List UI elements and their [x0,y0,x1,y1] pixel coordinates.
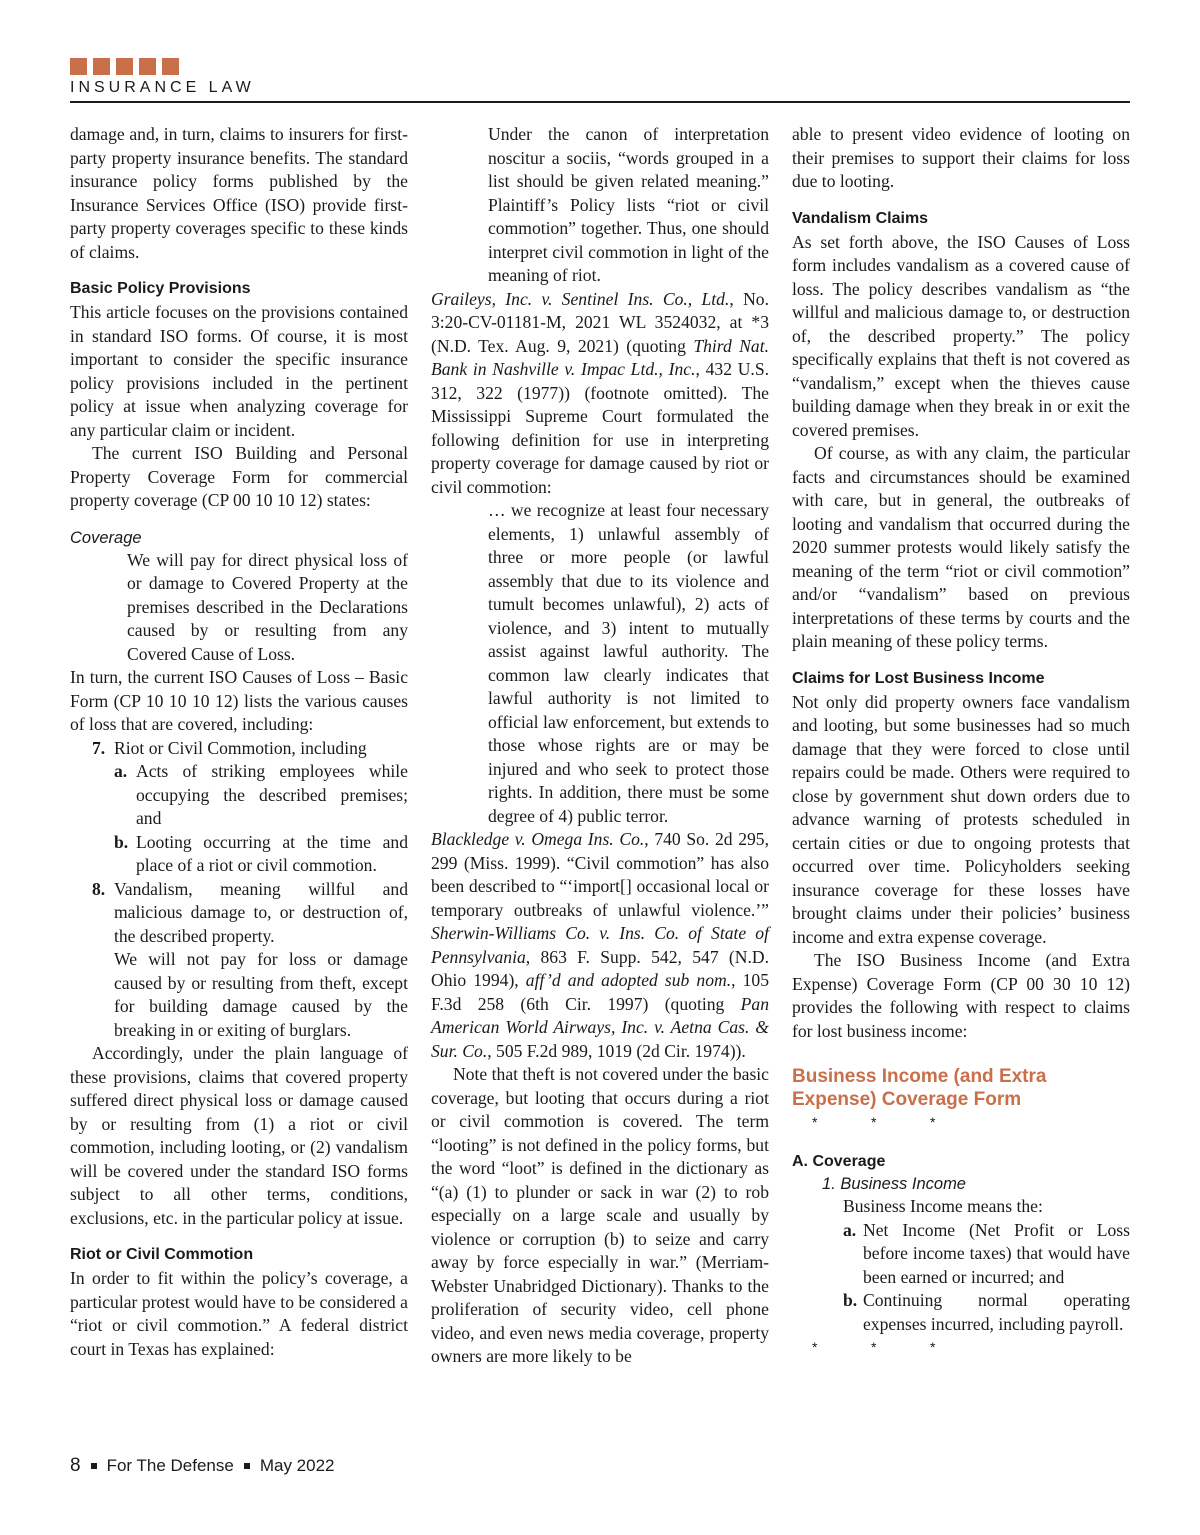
block-quote: Under the canon of interpretation noscitur a sociis, “words grouped in a list should be given related meaning.” Plaintiff’s Policy lists “riot or civil commotion” together. Thus, one should interpret civil commotion in light of the meaning of riot. [488,124,769,285]
case-name: Graileys, Inc. v. Sentinel Ins. Co., Ltd. [431,288,730,309]
list-number: b. [843,1290,858,1310]
paragraph: As set forth above, the ISO Causes of Loss form includes vandalism as a covered cause of loss. The policy describes vandalism as “the willful and malicious damage to, or destruction of, the described property.” The policy specifically explains that theft is not covered as “vandalism,” except when the thieves cause building damage when they break in or exit the covered premises. [792,231,1130,440]
paragraph: Accordingly, under the plain language of these provisions, claims that covered property suffered direct physical loss or damage caused by or resulting from (1) a riot or civil commotion, including looting, or (2) vandalism will be covered under the standard ISO forms subject to all other terms, conditions, exclusions, etc. in the particular policy at issue. [70,1043,408,1228]
paragraph: In turn, the current ISO Causes of Loss – Basic Form (CP 10 10 10 12) lists the various causes of loss that are covered, including: [70,667,408,734]
case-name: Pan American World Airways, Inc. v. Aetna Cas. & Sur. Co. [431,993,769,1061]
citation-signal: aff’d and adopted sub nom. [525,970,732,990]
star: * [871,1114,877,1130]
paragraph: able to present video evidence of looting on their premises to support their claims for loss due to looting. [792,124,1130,191]
heading-lost-income: Claims for Lost Business Income [792,669,1045,687]
citation-text: , 863 F. Supp. 542, 547 (N.D. Ohio 1994), [431,946,769,990]
list-item-b [843,1289,1130,1336]
list-text: Acts of striking employees while occupying the described premises; and [136,761,408,828]
paragraph: The ISO Business Income (and Extra Expense) Coverage Form (CP 00 30 10 12) provides the following with respect to claims for lost business income: [792,950,1130,1041]
column-1 [70,123,408,1361]
paragraph: Of course, as with any claim, the particular facts and circumstances should be examined with care, but in general, the outbreaks of looting and vandalism that occurred during the 2020 summer protests would likely satisfy the meaning of the term “riot or civil commotion” and/or “vandalism” based on previous interpretations of these terms by courts and the plain meaning of these policy terms. [792,443,1130,651]
header-rule [70,101,1130,103]
paragraph: The current ISO Building and Personal Property Coverage Form for commercial property coverage (CP 00 10 10 12) states: [70,443,408,510]
list-number: a. [843,1219,857,1240]
citation-paragraph [431,828,769,1063]
header-square [162,58,179,75]
paragraph: damage and, in turn, claims to insurers for first-party property insurance benefits. The standard insurance policy forms published by the Insurance Services Office (ISO) provide first-party property coverages specific to these kinds of claims. [70,124,408,262]
header-square [93,58,110,75]
column-2 [431,123,769,1369]
list-text: Riot or Civil Commotion, including [114,737,367,758]
bullet-separator [91,1463,97,1469]
case-name: Blackledge v. Omega Ins. Co. [431,829,645,849]
list-text: Looting occurring at the time and place of a riot or civil commotion. [136,831,408,875]
issue-date: May 2022 [259,1456,335,1475]
ellipsis-stars [812,1113,1130,1131]
list-number: a. [114,761,128,781]
publication-name: For The Defense [106,1456,234,1475]
paragraph: Not only did property owners face vandalism and looting, but some businesses had so much damage that they were forced to close until repairs could be made. Others were required to close by government shut down orders due to advance warning of protests scheduled in certain cities or due to ongoing protests that occurred over time. Policyholders seeking insurance coverage for these losses have brought claims under their policies’ business income and extra expense coverage. [792,691,1130,947]
business-income-heading: 1. Business Income [822,1175,966,1193]
paragraph: Note that theft is not covered under the basic coverage, but looting that occurs during a riot or civil commotion is covered. The term “looting” is not defined in the policy forms, but the word “loot” is defined in the dictionary as “(a) (1) to plunder or sack in war (2) to rob especially on a large scale and usually by violence or corruption (b) to seize and carry away by force especially in war.” (Merriam-Webster Unabridged Dictionary). Thanks to the proliferation of security video, cell phone video, and even news media coverage, property owners are more likely to be [431,1064,769,1366]
star: * [812,1114,818,1130]
citation-paragraph [431,288,769,500]
header-square [116,58,133,75]
block-quote: We will pay for direct physical loss of or damage to Covered Property at the premises described in the Declarations caused by or resulting from any Covered Cause of Loss. [127,549,408,664]
paragraph: In order to fit within the policy’s coverage, a particular protest would have to be considered a “riot or civil commotion.” A federal district court in Texas has explained: [70,1268,408,1359]
list-number: 8. [92,878,106,899]
citation-text: , 505 F.2d 989, 1019 (2d Cir. 1974)). [487,1040,746,1061]
header-square [70,58,87,75]
citation-text: , 740 So. 2d 295, 299 (Miss. 1999). “Civil commotion” has also been described to “‘import[] occasional local or temporary outbreaks of unlawful violence.’” [431,829,770,920]
case-name: Third Nat. Bank in Nashville v. Impac Ltd., Inc. [431,335,769,379]
list-number: b. [114,831,129,852]
page-footer [70,1455,335,1477]
column-3 [792,123,1130,1356]
list-number: 7. [92,737,106,758]
header-squares [70,58,179,75]
star: * [930,1339,936,1355]
list-item-7a [114,760,408,831]
case-name: Sherwin-Williams Co. v. Ins. Co. of State of Pennsylvania [431,923,769,967]
ellipsis-stars [812,1338,1130,1356]
paragraph: This article focuses on the provisions contained in standard ISO forms. Of course, it is most important to consider the specific insurance policy provisions included in the pertinent policy at issue when analyzing coverage for any particular claim or incident. [70,302,408,440]
list-continuation: We will not pay for loss or damage caused by or resulting from theft, except for building damage caused by the breaking in or exiting of burglars. [114,949,408,1040]
business-income-means: Business Income means the: [843,1196,1043,1216]
citation-text: , No. 3:20-CV-01181-M, 2021 WL 3524032, at *3 (N.D. Tex. Aug. 9, 2021) (quoting [431,288,769,356]
heading-riot: Riot or Civil Commotion [70,1246,254,1263]
list-item-8 [92,878,408,949]
form-title: Business Income (and Extra Expense) Coverage Form [792,1066,1047,1110]
list-text: Net Income (Net Profit or Loss before income taxes) that would have been earned or incurred; and [863,1219,1130,1287]
heading-coverage: Coverage [70,528,142,547]
section-label: INSURANCE LAW [70,79,255,96]
block-quote: … we recognize at least four necessary elements, 1) unlawful assembly of three or more people (or lawful assembly that due to its violence and tumult becomes unlawful), 2) acts of violence, and 3) intent to mutually assist against lawful authority. The common law clearly indicates that lawful authority is not limited to official law enforcement, but extends to those whose rights are or may be injured and who seek to protect those rights. In addition, there must be some degree of 4) public terror. [488,500,769,826]
list-text: Vandalism, meaning willful and malicious damage to, or destruction of, the described property. [114,878,408,946]
page-number: 8 [70,1455,81,1476]
list-text: Continuing normal operating expenses incurred, including payroll. [863,1290,1130,1334]
heading-vandalism: Vandalism Claims [792,209,929,227]
heading-basic-policy: Basic Policy Provisions [70,280,251,297]
list-item-7 [92,737,408,761]
list-item-a [843,1219,1130,1290]
star: * [930,1114,936,1130]
star: * [812,1339,818,1355]
citation-text: , 105 F.3d 258 (6th Cir. 1997) (quoting [431,970,770,1014]
coverage-a-heading: A. Coverage [792,1153,886,1170]
star: * [871,1339,877,1355]
citation-text: , 432 U.S. 312, 322 (1977)) (footnote omitted). The Mississippi Supreme Court formulated the following definition for use in interpreting property coverage for damage caused by riot or civil commotion: [431,359,769,497]
header-square [139,58,156,75]
bullet-separator [244,1463,250,1469]
list-item-7b [114,831,408,878]
